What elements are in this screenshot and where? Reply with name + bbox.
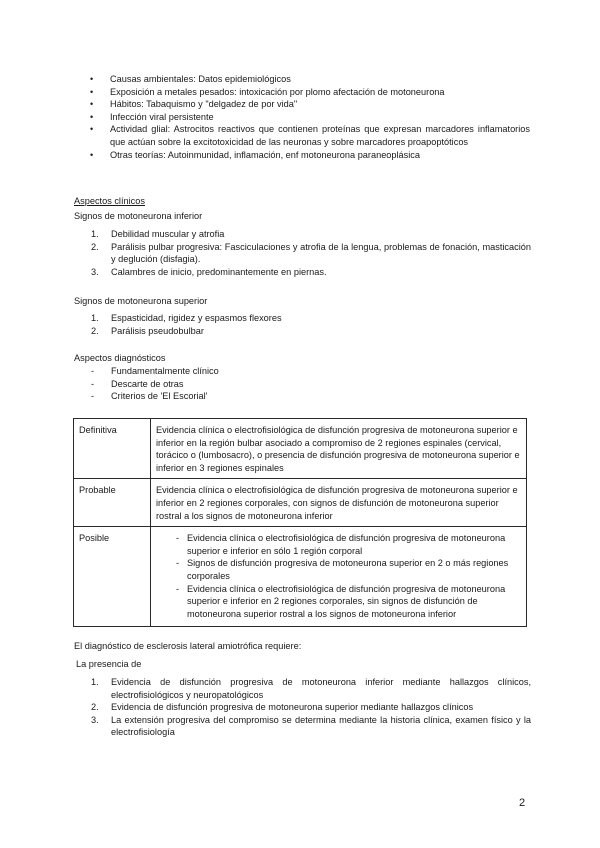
item-text: Espasticidad, rigidez y espasmos flexores [111, 313, 282, 323]
item-text: Calambres de inicio, predominantemente en piernas. [111, 266, 327, 277]
heading-motoneurona-inferior: Signos de motoneurona inferior [74, 211, 203, 221]
row-text-posible [151, 527, 527, 627]
list-item [91, 701, 531, 714]
heading-ela-requiere: El diagnóstico de esclerosis lateral amiotrófica requiere: [74, 641, 302, 651]
heading-aspectos-diagnosticos: Aspectos diagnósticos [74, 353, 166, 363]
list-item: - Criterios de 'El Escorial' [91, 390, 219, 403]
item-number: 3. [91, 714, 99, 725]
list-item [91, 325, 531, 338]
item-number: 2. [91, 241, 99, 252]
list-item [91, 228, 531, 241]
list-item: • Hábitos: Tabaquismo y "delgadez de por vida" [90, 98, 530, 111]
heading-la-presencia-de: La presencia de [76, 659, 142, 669]
list-item: - Fundamentalmente clínico [91, 365, 219, 378]
list-item [91, 312, 531, 325]
item-text: Parálisis pseudobulbar [111, 325, 204, 336]
item-text: Parálisis pulbar progresiva: Fasciculaciones y atrofia de la lengua, problemas de fonación, masticación y deglución (disfagia). [111, 241, 531, 265]
list-item: - Evidencia clínica o electrofisiológica de disfunción progresiva de motoneurona superior e inferior en sólo 1 región corporal [156, 532, 522, 557]
row-text-definitiva: Evidencia clínica o electrofisiológica de disfunción progresiva de motoneurona superior e inferior en la región bulbar asociado a compromiso de 2 regiones espinales (cervical, torácico o (lumbosacro), o presencia de disfunción progresiva de motoneurona superior e inferior en 3 regiones espinales [151, 419, 527, 479]
list-item: - Signos de disfunción progresiva de motoneurona superior en 2 o más regiones corporales [156, 557, 522, 582]
list-item: - Evidencia clínica o electrofisiológica de disfunción progresiva de motoneurona superior e inferior en 2 regiones corporales, sin signos de disfunción de motoneurona superior rostral a los signos de motoneurona inferior [156, 583, 522, 621]
ela-requirements-list [91, 676, 531, 739]
item-number: 2. [91, 325, 99, 336]
diagnostic-dash-list [91, 365, 219, 403]
list-item: • Otras teorías: Autoinmunidad, inflamación, enf motoneurona paraneoplásica [90, 149, 530, 162]
list-item [91, 241, 531, 266]
item-number: 2. [91, 702, 99, 713]
heading-motoneurona-superior: Signos de motoneurona superior [74, 296, 208, 306]
list-item [91, 676, 531, 701]
superior-signs-list [91, 312, 531, 337]
list-item [91, 714, 531, 739]
posible-criteria-list [156, 532, 522, 620]
item-number: 3. [91, 266, 99, 277]
item-text: Debilidad muscular y atrofia [111, 229, 225, 239]
page-number: 2 [519, 797, 526, 809]
item-number: 1. [91, 313, 99, 323]
item-text: La extensión progresiva del compromiso se determina mediante la historia clínica, examen físico y la electrofisiología [111, 714, 531, 738]
list-item: • Causas ambientales: Datos epidemiológicos [90, 73, 530, 86]
item-number: 1. [91, 677, 99, 687]
section-title-aspectos-clinicos: Aspectos clínicos [74, 196, 145, 206]
table-row [74, 479, 527, 527]
list-item: • Exposición a metales pesados: intoxicación por plomo afectación de motoneurona [90, 86, 530, 99]
list-item: • Actividad glial: Astrocitos reactivos que contienen proteínas que expresan marcadores inflamatorios que actúan sobre la excitotoxicidad de las neuronas y sobre marcadores proapoptóticos [90, 123, 530, 148]
table-row [74, 419, 527, 479]
item-text: Evidencia de disfunción progresiva de motoneurona superior mediante hallazgos clínicos [111, 702, 474, 713]
row-label-posible: Posible [74, 527, 151, 627]
etiology-bullet-list [90, 73, 530, 161]
item-number: 1. [91, 229, 99, 239]
row-text-probable: Evidencia clínica o electrofisiológica de disfunción progresiva de motoneurona superior e inferior en 2 regiones corporales, con signos de disfunción de motoneurona superior rostral a los signos de motoneurona inferior [151, 479, 527, 527]
row-label-definitiva: Definitiva [74, 419, 151, 479]
inferior-signs-list [91, 228, 531, 278]
item-text: Evidencia de disfunción progresiva de motoneurona inferior mediante hallazgos clínicos, electrofisiológicos y neuropatológicos [111, 677, 531, 700]
row-label-probable: Probable [74, 479, 151, 527]
list-item: - Descarte de otras [91, 378, 219, 391]
el-escorial-criteria-table [73, 418, 527, 627]
table-row [74, 527, 527, 627]
list-item: • Infección viral persistente [90, 111, 530, 124]
list-item [91, 266, 531, 279]
